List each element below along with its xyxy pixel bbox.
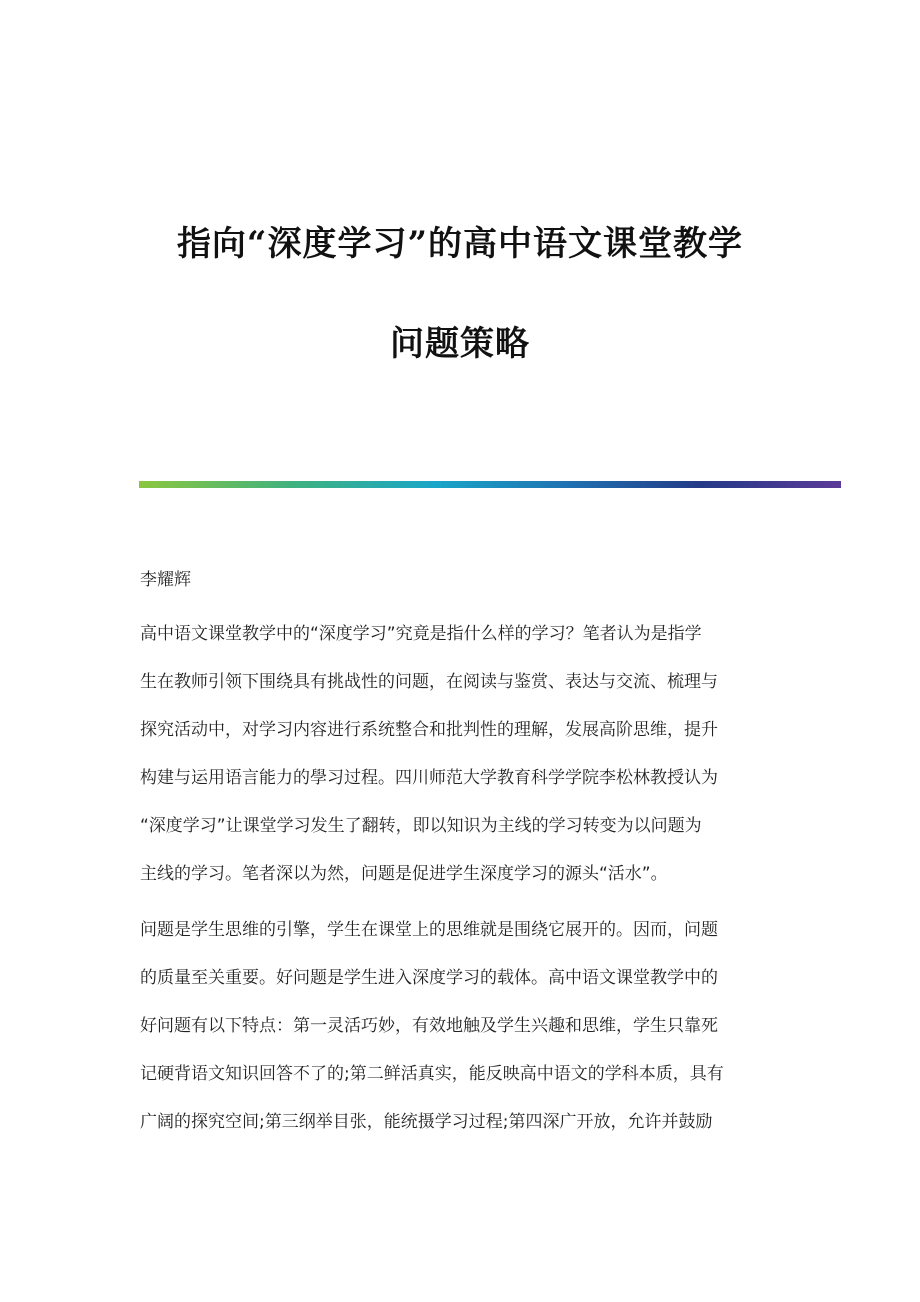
- paragraph-line: 构建与运用语言能力的學习过程。四川师范大学教育科学学院李松林教授认为: [140, 768, 718, 788]
- paragraph-line: 问题是学生思维的引擎，学生在课堂上的思维就是围绕它展开的。因而，问题: [140, 920, 718, 940]
- paragraph-line: 好问题有以下特点：第一灵活巧妙，有效地触及学生兴趣和思维，学生只靠死: [140, 1016, 718, 1036]
- document-title-line-1: 指向“深度学习”的高中语文课堂教学: [176, 224, 744, 264]
- paragraph-line: 广阔的探究空间;第三纲举目张，能统摄学习过程;第四深广开放，允许并鼓励: [140, 1112, 713, 1132]
- paragraph-1: [140, 610, 788, 898]
- document-title-line-2: 问题策略: [390, 324, 530, 364]
- paragraph-line: “深度学习”让课堂学习发生了翻转，即以知识为主线的学习转变为以问题为: [140, 816, 702, 836]
- paragraph-line: 高中语文课堂教学中的“深度学习”究竟是指什么样的学习？笔者认为是指学: [140, 624, 702, 644]
- paragraph-line: 探究活动中，对学习内容进行系统整合和批判性的理解，发展高阶思维，提升: [140, 720, 718, 740]
- paragraph-line: 主线的学习。笔者深以为然，问题是促进学生深度学习的源头“活水”。: [140, 864, 668, 884]
- paragraph-line: 记硬背语文知识回答不了的;第二鲜活真实，能反映高中语文的学科本质，具有: [140, 1064, 724, 1084]
- author-name: 李耀辉: [140, 570, 191, 590]
- paragraph-line: 的质量至关重要。好问题是学生进入深度学习的载体。高中语文课堂教学中的: [140, 968, 718, 988]
- paragraph-2: [140, 906, 788, 1146]
- gradient-divider: [139, 481, 841, 488]
- paragraph-line: 生在教师引领下围绕具有挑战性的问题，在阅读与鉴赏、表达与交流、梳理与: [140, 672, 718, 692]
